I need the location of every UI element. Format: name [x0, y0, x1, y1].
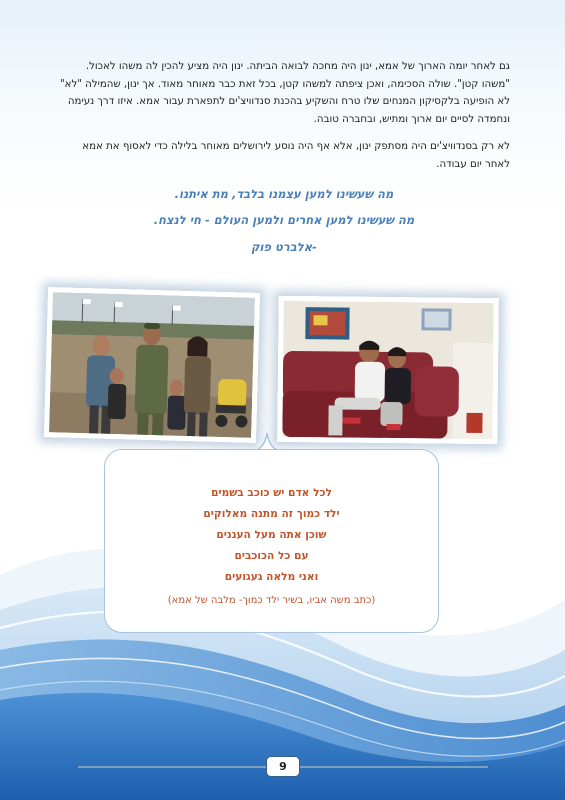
poem-line-4: עם כל הכוכבים [234, 550, 309, 562]
poem-line-1: לכל אדם יש כוכב בשמים [211, 487, 332, 499]
quote-author: -אלברט פוק [251, 240, 317, 254]
photo-boys-couch [277, 296, 499, 444]
poem-line-3: שוכן אתה מעל העננים [216, 529, 327, 541]
paragraph-1: גם לאחר יומה הארוך של אמא, ינון היה מחכה לבואה הביתה. ינון היה מציע להכין לה משהו לאכול. "משהו קטן". שולה הסכימה, ואכן ציפתה למשהו קטן, בכל זאת כבר מאוחר מאוד. אך ינון, שהמילה "לא" לא הופיעה בלקסיקון המנחים שלו טרח והשקיע בהכנת סנדוויצ'ים לתפארת עבור אמא. איזו דרך נעימה ונחמדה לסיים יום ארוך ומתיש, ובחברה טובה. [59, 61, 510, 125]
poem-frame [104, 449, 439, 633]
page-number: 9 [266, 756, 300, 777]
photo-family-ceremony [44, 287, 260, 443]
poem-credit: (כתב משה אביו, בשיר ילד כמוך- מלבה של אמא) [167, 595, 376, 606]
quote-line-1: מה שעשינו למען עצמנו בלבד, מת איתנו. [174, 187, 394, 201]
poem-line-5: ואני מלאה געגועים [224, 571, 319, 583]
body-text [58, 58, 510, 184]
quote-line-2: מה שעשינו למען אחרים ולמען העולם - חי לנצח. [153, 213, 415, 227]
boys-couch-image [282, 301, 493, 439]
family-ceremony-image [49, 292, 255, 438]
poem-line-2: ילד כמוך זה מתנה מאלוקים [203, 508, 340, 520]
paragraph-2: לא רק בסנדוויצ'ים היה מסתפק ינון, אלא אף היה נוסע לירושלים מאוחר בלילה כדי לאסוף את אמא לאחר יום עבודה. [82, 141, 510, 170]
